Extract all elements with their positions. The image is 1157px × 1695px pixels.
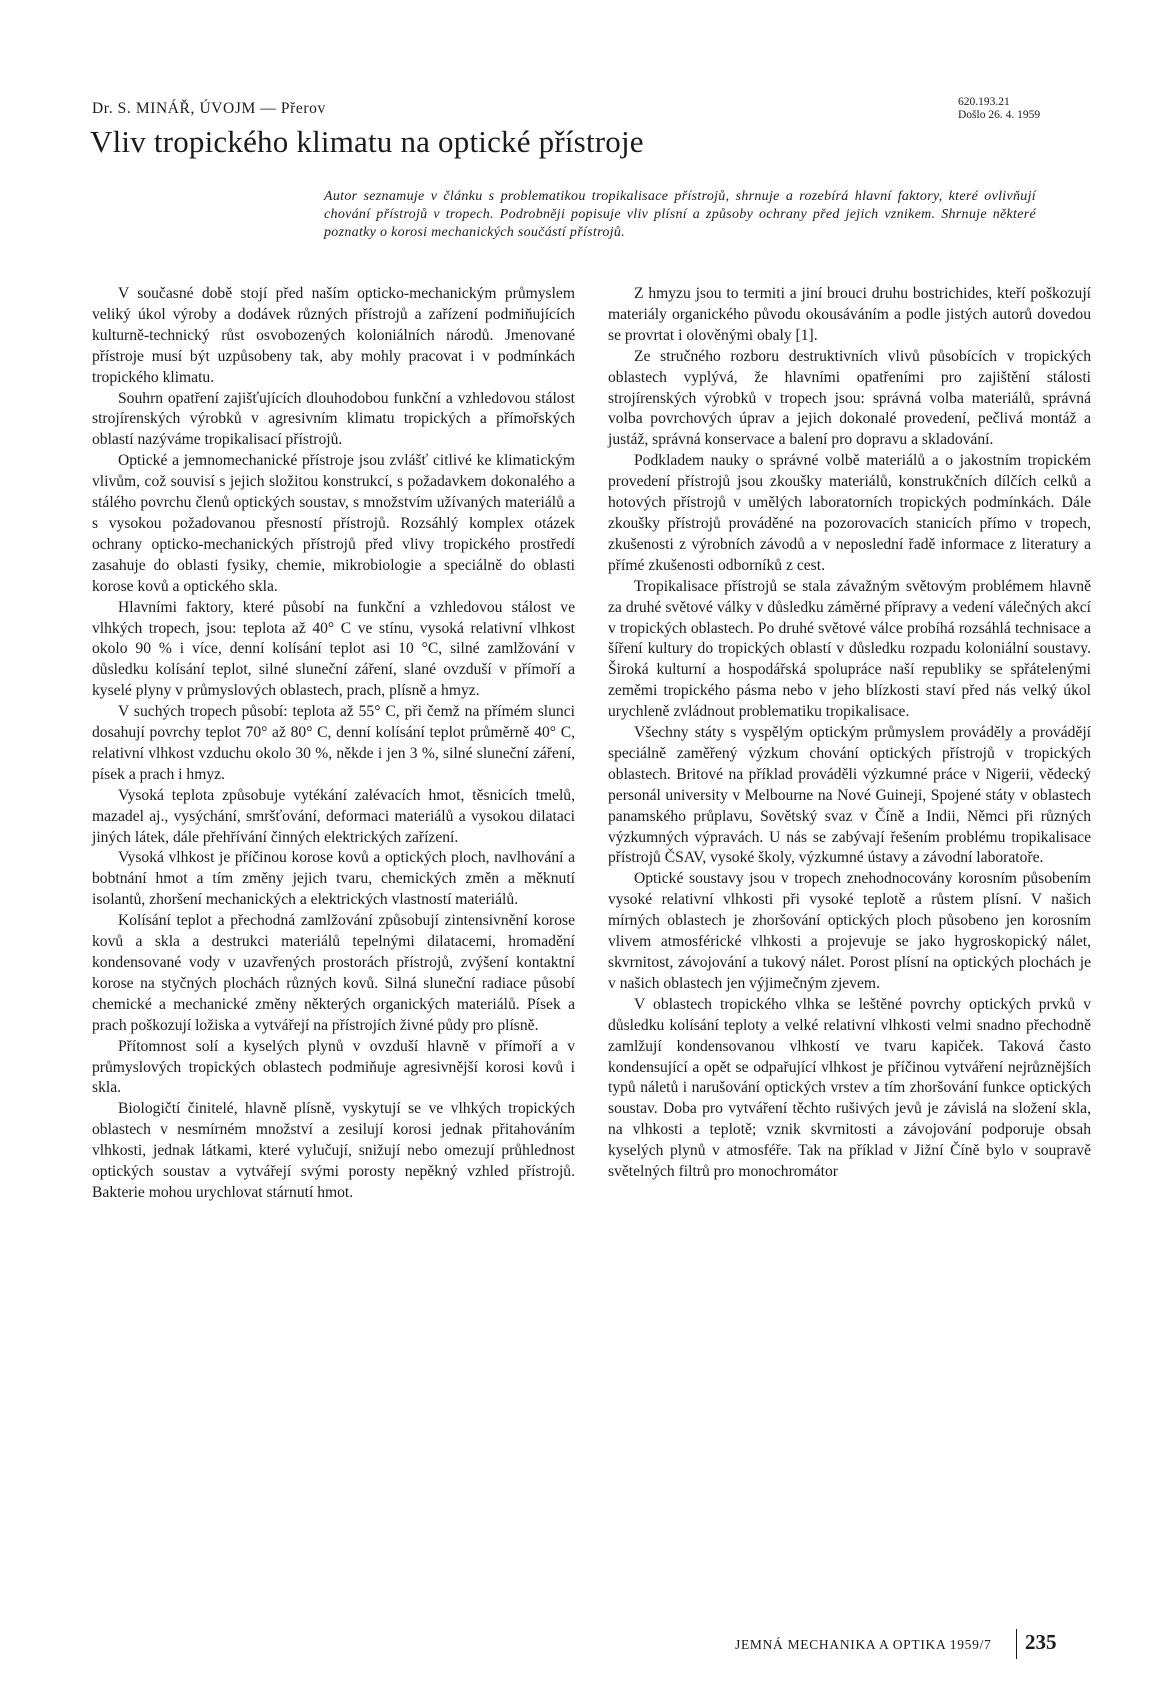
paragraph: V oblastech tropického vlhka se leštěné povrchy optických prvků v důsledku kolísání teploty a velké relativní vlhkosti velmi snadno přechodně zamlžují kondensovanou vlhkostí ve tvaru kapiček. Taková často kondensující a opět se odpařující vlhkost je příčinou vytváření nejrůznějších typů náletů i narušování optických vrstev a tím zhoršování funkce optických soustav. Doba pro vytváření těchto rušivých jevů je závislá na složení skla, na vlhkosti a teplotě; vznik skvrnitosti a závojování podporuje obsah kyselých plynů v atmosféře. Tak na příklad v Jižní Číně bylo v soupravě světelných filtrů pro monochromátor (608, 995, 1091, 1181)
paragraph: Ze stručného rozboru destruktivních vlivů působících v tropických oblastech vyplývá, že hlavními opatřeními pro zajištění stálosti strojírenských výrobků v tropech jsou: správná volba materiálů, správná volba povrchových úprav a jejich dokonalé provedení, pečlivá montáž a justáž, správná konservace a balení pro dopravu a skladování. (608, 347, 1091, 449)
received-date: Došlo 26. 4. 1959 (958, 109, 1041, 121)
paragraph: V současné době stojí před naším opticko-mechanickým průmyslem veliký úkol výroby a dodávek různých přístrojů a zařízení podmiňujících kulturně-technický růst osvobozených koloniálních národů. Jmenované přístroje musí být uzpůsobeny tak, aby mohly pracovat i v podmínkách tropického klimatu. (92, 285, 575, 386)
paragraph: Optické a jemnomechanické přístroje jsou zvlášť citlivé ke klimatickým vlivům, což souvisí s jejich složitou konstrukcí, s požadavkem dokonalého a stálého povrchu členů optických soustav, s množstvím užívaných materiálů a s vysokou požadovanou přesností přístrojů. Rozsáhlý komplex otázek ochrany opticko-mechanických přístrojů před vlivy tropického prostředí zasahuje do oblasti fysiky, chemie, mikrobiologie a speciálně do oblasti korose kovů a optického skla. (92, 452, 575, 595)
classification-code: 620.193.21 (958, 96, 1010, 108)
paragraph: Optické soustavy jsou v tropech znehodnocovány korosním působením vysoké relativní vlhkosti při vysoké teplotě a růstem plísní. V našich mírných oblastech je zhoršování optických ploch působeno jen korosním vlivem atmosférické vlhkosti a projevuje se jako hygroskopický nálet, skvrnitost, závojování a tukový nálet. Porost plísní na optických plochách je v našich oblastech jen výjimečným zjevem. (608, 870, 1091, 992)
paragraph: Všechny státy s vyspělým optickým průmyslem prováděly a provádějí speciálně zaměřený výzkum chování optických přístrojů v tropických oblastech. Britové na příklad prováděli výzkumné práce v Nigerii, vědecký personál university v Melbourne na Nové Guineji, Spojené státy v oblastech panamského průplavu, Sovětský svaz v Číně a Indii, Němci při různých výzkumných výpravách. U nás se zabývají řešením problému tropikalisace přístrojů ČSAV, vysoké školy, výzkumné ústavy a závodní laboratoře. (608, 724, 1091, 867)
paragraph: Podkladem nauky o správné volbě materiálů a o jakostním tropickém provedení přístrojů jsou zkoušky materiálů, konstrukčních dílčích celků a hotových přístrojů v umělých laboratorních tropických podmínkách. Dále zkoušky přístrojů prováděné na pozorovacích stanicích přímo v tropech, zkušenosti z výrobních závodů a v neposlední řadě informace z literatury a přímé zkušenosti odborníků z cest. (608, 452, 1091, 574)
footer-divider (1016, 1629, 1017, 1659)
article-title: Vliv tropického klimatu na optické přístroje (90, 124, 644, 159)
journal-footer: JEMNÁ MECHANIKA A OPTIKA 1959/7 (735, 1637, 992, 1652)
paragraph: V suchých tropech působí: teplota až 55° C, při čemž na přímém slunci dosahují povrchy teplot 70° až 80° C, denní kolísání teplot průměrně 40° C, relativní vlhkost vzduchu okolo 30 %, někde i jen 3 %, silné sluneční záření, písek a prach i hmyz. (92, 703, 575, 783)
paragraph: Souhrn opatření zajišťujících dlouhodobou funkční a vzhledovou stálost strojírenských výrobků v agresivním klimatu tropických a přímořských oblastí nazýváme tropikalisací přístrojů. (92, 389, 575, 449)
paragraph: Hlavními faktory, které působí na funkční a vzhledovou stálost ve vlhkých tropech, jsou: teplota až 40° C ve stínu, vysoká relativní vlhkost okolo 90 % i více, denní kolísání teplot asi 10 °C, silné zamlžování v důsledku kolísání teplot, silné sluneční záření, slané ovzduší v přímoří a kyselé plyny v průmyslových oblastech, prach, plísně a hmyz. (92, 598, 575, 700)
paragraph: Z hmyzu jsou to termiti a jiní brouci druhu bostrichides, kteří poškozují materiály organického původu okousáváním a podle jistých autorů dovedou se provrtat i olověnými obaly [1]. (608, 285, 1091, 344)
right-column (608, 284, 1091, 1183)
paragraph: Přítomnost solí a kyselých plynů v ovzduší hlavně v přímoří a v průmyslových tropických oblastech podmiňuje agresivnější korosi kovů i skla. (92, 1037, 575, 1097)
author-line: Dr. S. MINÁŘ, ÚVOJM — Přerov (92, 100, 326, 117)
reference-block (958, 96, 1040, 122)
paragraph: Kolísání teplot a přechodná zamlžování způsobují zintensivnění korose kovů a skla a destrukci materiálů tepelnými dilatacemi, hromadění kondensované vody v uzavřených prostorách přístrojů, zvýšení kontaktní korose na styčných plochách různých kovů. Silná sluneční radiace působí chemické a mechanické změny některých organických materiálů. Písek a prach poškozují ložiska a vytvářejí na přístrojích živné půdy pro plísně. (92, 912, 575, 1034)
paragraph: Vysoká vlhkost je příčinou korose kovů a optických ploch, navlhování a bobtnání hmot a tím změny jejich tvaru, chemických změn a měknutí isolantů, zhoršení mechanických a elektrických vlastností materiálů. (92, 849, 575, 909)
article-abstract: Autor seznamuje v článku s problematikou tropikalisace přístrojů, shrnuje a rozebírá hlavní faktory, které ovlivňují chování přístrojů v tropech. Podrobněji popisuje vliv plísní a způsoby ochrany před jejich vznikem. Shrnuje některé poznatky o korosi mechanických součástí přístrojů. (324, 189, 1036, 240)
paragraph: Biologičtí činitelé, hlavně plísně, vyskytují se ve vlhkých tropických oblastech v nesmírném množství a zesilují korosi jednak přitahováním vlhkosti, jednak látkami, které vylučují, snižují nebo omezují průhlednost optických soustav a vytvářejí svými porosty nepěkný vzhled přístrojů. Bakterie mohou urychlovat stárnutí hmot. (92, 1100, 575, 1201)
left-column (92, 284, 575, 1204)
page-number: 235 (1025, 1630, 1057, 1654)
paragraph: Tropikalisace přístrojů se stala závažným světovým problémem hlavně za druhé světové války v důsledku záměrné přípravy a vedení válečných akcí v tropických oblastech. Po druhé světové válce probíhá rozsáhlá technisace a šíření kultury do tropických oblastí v důsledku rozpadu koloniální soustavy. Široká kulturní a hospodářská spolupráce naší republiky se spřátelenými zeměmi tropického pásma nebo v jeho blízkosti staví před nás velký úkol urychleně zvládnout problematiku tropikalisace. (608, 577, 1091, 721)
paragraph: Vysoká teplota způsobuje vytékání zalévacích hmot, těsnicích tmelů, mazadel aj., vysýchání, smršťování, deformaci materiálů a vysokou dilataci jiných látek, dále přehřívání činných elektrických zařízení. (92, 786, 575, 846)
